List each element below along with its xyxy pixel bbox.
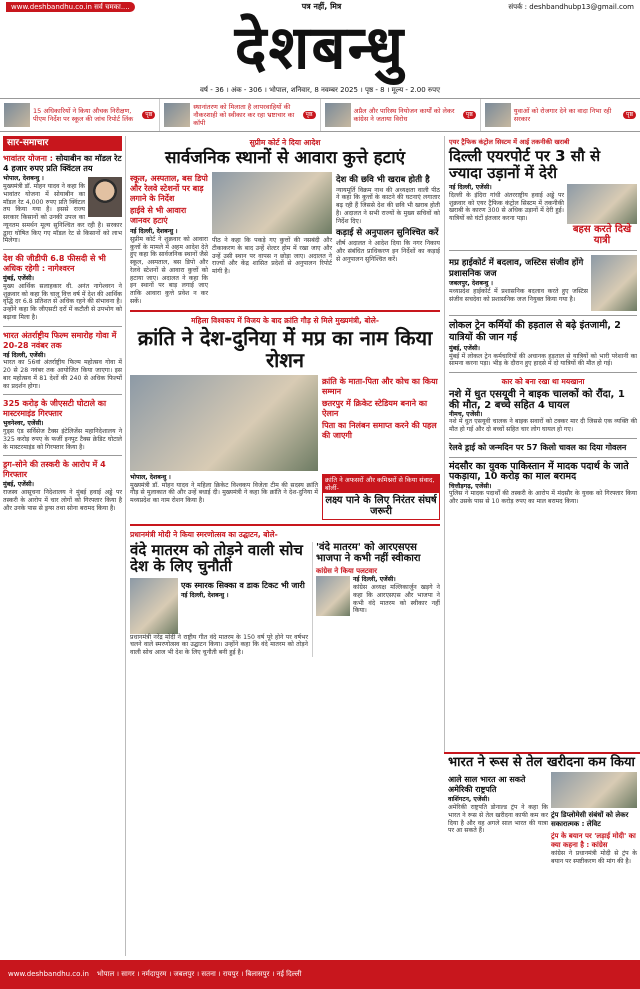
story3-headline[interactable]: वंदे मातरम को तोड़ने वाली सोच देश के लिए चुनौती <box>130 540 303 576</box>
lead-sidebar-title-2: कड़ाई से अनुपालन सुनिश्चित करें <box>336 228 439 239</box>
story2-bullet: छतरपुर में क्रिकेट स्टेडियम बनाने का ऐलान <box>322 398 428 418</box>
teaser-strip <box>0 98 640 132</box>
news-brief[interactable] <box>3 254 122 322</box>
teaser-thumb <box>325 103 351 127</box>
brief-kicker: भावांतर योजना : <box>3 154 53 164</box>
train-body: मुंबई में लोकल ट्रेन कर्मचारियों की अचानक हड़ताल से यात्रियों को भारी परेशानी का सामना करना पड़ा। भीड़ के दौरान हुए हादसे में दो यात्रियों की मौत हो गई। <box>449 352 637 368</box>
russia-oil-byline: वाशिंगटन, एजेंसी। <box>448 796 490 804</box>
railway-headline[interactable]: रेलवे ड्राई को जन्मदिन पर 57 किलो चावल का दिया गोवलन <box>449 442 627 452</box>
website-link: www.deshbandhu.co.in <box>11 2 92 11</box>
teaser-thumb <box>164 103 190 127</box>
russia-oil-headline[interactable]: भारत ने रूस से तेल खरीदना कम किया <box>448 755 635 770</box>
airport-kicker: एयर ट्रैफिक कंट्रोल सिस्टम में आई तकनीकी खराबी <box>449 138 570 146</box>
teaser-thumb <box>485 103 511 127</box>
trump-side-body: कांग्रेस ने प्रधानमंत्री मोदी से ट्रंप के बयान पर स्पष्टीकरण की मांग की है। <box>551 850 637 866</box>
footer-cities: भोपाल । सागर । नर्मदापुरम । जबलपुर । सतना । रायपुर । बिलासपुर । नई दिल्ली <box>96 970 302 979</box>
teaser-thumb <box>4 103 30 127</box>
story3-subhead: एक स्मारक सिक्का व डाक टिकट भी जारी <box>181 580 305 590</box>
brief-body: गुड्स एंड सर्विसेज टैक्स इंटेलिजेंस महानिदेशालय ने 325 करोड़ रुपए के फर्जी इनपुट टैक्स क्रेडिट घोटाले के मास्टरमाइंड को गिरफ्तार किया है। <box>3 428 122 451</box>
teaser-text: स्थानांतरण को मिलाता है लापरवाहियों की नौकरशाही को स्वीकार कर रहा भ्रष्टाचार का कॉपी <box>193 102 295 128</box>
teaser-text: युवाओं को रोजगार देने का वादा निभा रही सरकार <box>513 106 612 123</box>
page-badge: पृष्ठ <box>463 111 476 119</box>
news-brief[interactable] <box>3 460 122 512</box>
russia-oil-story <box>444 752 640 956</box>
teaser-text: अप्रैल और पारिस्थ नियोजन कार्यों को लेकर कांग्रेस ने जताया विरोध <box>353 106 455 123</box>
russia-oil-body: अमेरिकी राष्ट्रपति डोनाल्ड ट्रंप ने कहा कि भारत ने रूस से तेल खरीदना काफी कम कर दिया है और वह अगले साल भारत की यात्रा पर आ सकते हैं। <box>448 804 548 835</box>
suv-body: नशे में धुत एसयूवी चालक ने बाइक सवारों को टक्कर मार दी जिससे एक व्यक्ति की मौत हो गई और दो बच्चों सहित चार लोग घायल हो गए। <box>449 418 637 433</box>
story2-kicker: महिला विश्वकप में विजय के बाद क्रांति गौड़ से मिले मुख्यमंत्री, बोले- <box>191 315 379 325</box>
top-tagline: सर्व चमका.... <box>94 2 130 11</box>
lead-sidebar-title: देश की छवि भी खराब होती है <box>336 175 430 186</box>
airport-body: दिल्ली के इंदिरा गांधी अंतरराष्ट्रीय हवाई अड्डे पर शुक्रवार को एयर ट्रैफिक कंट्रोल सिस्टम में तकनीकी खराबी के कारण 300 से अधिक उड़ानों में देरी हुई। यात्रियों को घंटों इंतजार करना पड़ा। <box>449 191 564 223</box>
website-badge[interactable] <box>6 2 135 13</box>
mandsaur-body: पुलिस ने मादक पदार्थों की तस्करी के आरोप में मंदसौर के युवक को गिरफ्तार किया और उसके पास से 10 करोड़ रुपए का माल बरामद किया। <box>449 490 637 506</box>
hc-headline[interactable]: मप्र हाईकोर्ट में बदलाव, जस्टिस संजीव होंगे प्रशासनिक जज <box>449 258 584 279</box>
lead-byline: नई दिल्ली, देशबन्धु । <box>130 228 178 236</box>
teaser-text: 15 अधिकारियों ने किया औचक निरीक्षण, पीएम निर्देश पर स्कूल की जांच रिपोर्ट लिंक <box>33 106 134 123</box>
mandsaur-headline[interactable]: मंदसौर का युवक पाकिस्तान में मादक पदार्थ के जाते पकड़ाया, 10 करोड़ का माल बरामद <box>449 460 629 483</box>
page-badge: पृष्ठ <box>142 111 155 119</box>
airport-byline: नई दिल्ली, एजेंसी। <box>449 184 492 192</box>
story2-bullet: क्रांति के माता-पिता और कोच का किया सम्मान <box>322 376 438 396</box>
story2-byline: भोपाल, देशबन्धु । <box>130 473 171 481</box>
lead-headline[interactable]: सार्वजनिक स्थानों से आवारा कुत्ते हटाएं <box>164 148 406 169</box>
congress-box-byline: नई दिल्ली, एजेंसी। <box>353 576 396 584</box>
footer-bar <box>0 960 640 989</box>
brief-title: 325 करोड़ के जीएसटी घोटाले का मास्टरमाइंड गिरफ्तार <box>3 399 107 419</box>
slogan: पत्र नहीं, मित्र <box>301 2 342 11</box>
footer-website[interactable]: www.deshbandhu.co.in <box>8 970 89 979</box>
section-header: सार-समाचार <box>3 136 122 151</box>
congress-box-body: कांग्रेस अध्यक्ष मल्लिकार्जुन खड़गे ने कहा कि आरएसएस और भाजपा ने कभी वंदे मातरम को स्वीकार नहीं किया। <box>353 584 440 615</box>
cm-meeting-photo <box>130 375 318 471</box>
teaser-item[interactable] <box>160 99 320 131</box>
train-byline: मुंबई, एजेंसी। <box>449 344 480 352</box>
story3-body: प्रधानमंत्री नरेंद्र मोदी ने राष्ट्रीय गीत वंदे मातरम के 150 वर्ष पूरे होने पर वर्षभर चलने वाले स्मरणोत्सव का उद्घाटन किया। उन्होंने कहा कि वंदे मातरम को तोड़ने वाली सोच आज भी देश के लिए चुनौती बनी हुई है। <box>130 633 308 657</box>
brief-byline: भोपाल, देशबन्धु । <box>3 175 44 183</box>
trump-photo <box>551 772 637 808</box>
airport-callout: बहस करते दिखे यात्री <box>572 224 632 247</box>
top-bar <box>0 0 640 14</box>
brief-title: सोयाबीन का मॉडल रेट 4 हजार रुपए प्रति क्विंटल तय <box>3 154 122 174</box>
story2-sidebar-title: लक्ष्य पाने के लिए निरंतर संघर्ष जरूरी <box>325 495 437 518</box>
brief-body: मुख्यमंत्री डॉ. मोहन यादव ने कहा कि भावांतर योजना में सोयाबीन का मॉडल रेट 4,000 रुपए प्रति क्विंटल तय किया गया है। इससे राज्य सरकार किसानों को उनकी उपज का न्यूनतम समर्थन मूल्य सुनिश्चित कर रही है। सरकार द्वारा घोषित किए गए मॉडल रेट से किसानों को लाभ मिलेगा। <box>3 183 122 245</box>
story2-bullet: पिता का निलंबन समाप्त करने की पहल की जाएगी <box>322 420 437 440</box>
train-headline[interactable]: लोकल ट्रेन कर्मियों की हड़ताल से बढ़े इंतजामी, 2 यात्रियों की जान गई <box>449 320 621 343</box>
story2-body: मुख्यमंत्री डॉ. मोहन यादव ने महिला क्रिकेट विश्वकप विजेता टीम की सदस्य क्रांति गौड़ से मुलाकात की और उन्हें बधाई दी। मुख्यमंत्री ने कहा कि क्रांति ने देश-दुनिया में मध्यप्रदेश का नाम रोशन किया है। <box>130 481 318 505</box>
brief-byline: मुंबई, एजेंसी। <box>3 275 34 282</box>
lead-bullet: स्कूल, अस्पताल, बस डिपो और रेलवे स्टेशनों पर बाड़ लगाने के निर्देश <box>130 174 208 204</box>
news-brief[interactable] <box>3 399 122 451</box>
brief-byline: मुंबई, एजेंसी। <box>3 481 34 489</box>
brief-title: देश की जीडीपी 6.8 फीसदी से भी अधिक रहेगी : नागेश्वरन <box>3 254 106 273</box>
trump-side-title-2: ट्रंप के बयान पर 'लड़ाई मोदी' का क्या कहना है : कांग्रेस <box>551 831 636 849</box>
contact-email[interactable]: संपर्क : deshbandhubp13@gmail.com <box>508 2 634 11</box>
supreme-court-photo <box>212 172 332 234</box>
hc-body: मध्यप्रदेश हाईकोर्ट में प्रशासनिक बदलाव करते हुए जस्टिस संजीव सचदेवा को प्रशासनिक जज नियुक्त किया गया है। <box>449 288 588 303</box>
left-column <box>0 136 126 956</box>
kharge-photo <box>316 576 350 616</box>
lead-kicker: सुप्रीम कोर्ट ने दिया आदेश <box>249 138 321 147</box>
teaser-item[interactable] <box>481 99 640 131</box>
mandsaur-byline: चित्तौड़गढ़, एजेंसी। <box>449 482 492 490</box>
suv-kicker: कार को बना रखा था मयखाना <box>501 377 585 387</box>
teaser-item[interactable] <box>0 99 160 131</box>
brief-body: राजस्व आसूचना निदेशालय ने मुंबई हवाई अड्डे पर तस्करी के आरोप में चार लोगों को गिरफ्तार किया है और उनके पास से ड्रग्स तथा सोना बरामद किया है। <box>3 489 122 512</box>
lead-sidebar-body: न्यायमूर्ति विक्रम नाथ की अध्यक्षता वाली पीठ ने कहा कि कुत्तों के काटने की घटनाएं लगातार बढ़ रही हैं जिससे देश की छवि भी खराब होती है। अदालत ने सभी राज्यों के मुख्य सचिवों को निर्देश दिए। <box>336 186 440 225</box>
congress-box-subtitle: कांग्रेस ने किया पलटवार <box>316 566 377 575</box>
news-brief[interactable] <box>3 154 122 245</box>
teaser-item[interactable] <box>321 99 481 131</box>
newspaper-logo: देशबन्धु <box>234 13 406 83</box>
story3-kicker: प्रधानमंत्री मोदी ने किया स्मरणोत्सव का उद्घाटन, बोले- <box>130 530 278 540</box>
story2-headline[interactable]: क्रांति ने देश-दुनिया में मप्र का नाम किया रोशन <box>137 325 433 372</box>
pm-photo <box>130 578 178 634</box>
brief-body: मुख्य आर्थिक सलाहकार वी. अनंत नागेश्वरन ने शुक्रवार को कहा कि चालू वित्त वर्ष में देश की आर्थिक वृद्धि दर 6.8 प्रतिशत से अधिक रहने की संभावना है। उन्होंने कहा कि जीएसटी दरों में कटौती से उपभोग को बढ़ावा मिला है। <box>3 282 122 321</box>
brief-byline: नई दिल्ली, एजेंसी। <box>3 351 46 359</box>
news-brief[interactable] <box>3 331 122 391</box>
masthead <box>0 14 640 96</box>
story3-byline: नई दिल्ली, देशबन्धु । <box>181 591 229 599</box>
airport-headline[interactable]: दिल्ली एयरपोर्ट पर 3 सौ से ज्यादा उड़ानों में देरी <box>449 147 601 182</box>
congress-box-title[interactable]: 'वंदे मातरम' को आरएसएस भाजपा ने कभी नहीं स्वीकारा <box>316 541 421 564</box>
brief-byline: भुवनेश्वर, एजेंसी। <box>3 420 44 428</box>
brief-title: भारत अंतर्राष्ट्रीय फिल्म समारोह गोवा में 20-28 नवंबर तक <box>3 330 117 350</box>
page-badge: पृष्ठ <box>623 111 636 119</box>
story2-caption: क्रांति ने अफसरों और कमिश्नरों से किया संवाद, बोलीं- <box>323 475 439 493</box>
russia-oil-subhead: आले साल भारत आ सकते अमेरिकी राष्ट्रपति <box>448 775 526 795</box>
brief-title: ड्रग-सोने की तस्करी के आरोप में 4 गिरफ्तार <box>3 460 106 480</box>
main-column <box>130 136 440 956</box>
page-badge: पृष्ठ <box>303 111 316 119</box>
portrait-photo <box>88 177 122 217</box>
brief-body: भारत का 56वां अंतर्राष्ट्रीय फिल्म महोत्सव गोवा में 20 से 28 नवंबर तक आयोजित किया जाएगा। इस बार महोत्सव में 81 देशों की 240 से अधिक फिल्मों का प्रदर्शन होगा। <box>3 359 122 390</box>
lead-bullet: हाईवे से भी आवारा जानवर हटाएं <box>130 206 187 226</box>
suv-headline[interactable]: नशे में धुत एसयूवी ने बाइक चालकों को रौंदा, 1 की मौत, 2 बच्चे सहित 4 घायल <box>449 388 625 411</box>
trump-side-title: ट्रंप डिप्लोमेसी संबंधों को लेकर सकारात्मक : लेविट <box>551 811 629 829</box>
issue-meta: वर्ष - 36 । अंक - 306 । भोपाल, शनिवार, 8 नवम्बर 2025 । पृष्ठ - 8 । मूल्य - 2.00 रुपए <box>200 86 440 94</box>
lead-body: सुप्रीम कोर्ट ने शुक्रवार को आवारा कुत्तों के मामले में अहम आदेश देते हुए कहा कि सार्वजनिक स्थानों जैसे स्कूल, अस्पताल, बस डिपो और रेलवे स्टेशनों से आवारा कुत्तों को हटाया जाए। अदालत ने कहा कि इन स्थानों पर बाड़ लगाई जाए ताकि आवारा कुत्ते प्रवेश न कर सकें। <box>130 235 208 305</box>
hc-byline: जबलपुर, देशबन्धु । <box>449 280 493 288</box>
suv-byline: नीमच, एजेंसी। <box>449 410 483 418</box>
lead-body-continued: पीठ ने कहा कि पकड़े गए कुत्तों की नसबंदी और टीकाकरण के बाद उन्हें शेल्टर होम में रखा जाए और उन्हें उसी स्थान पर वापस न छोड़ा जाए। अदालत ने राज्यों और केंद्र शासित प्रदेशों से अनुपालन रिपोर्ट मांगी है। <box>212 237 332 276</box>
lead-sidebar-body-2: शीर्ष अदालत ने आदेश दिया कि नगर निकाय और संबंधित प्राधिकरण इन निर्देशों का कड़ाई से अनुपालन सुनिश्चित करें। <box>336 240 440 263</box>
airport-photo <box>567 184 637 224</box>
judge-photo <box>591 255 637 311</box>
